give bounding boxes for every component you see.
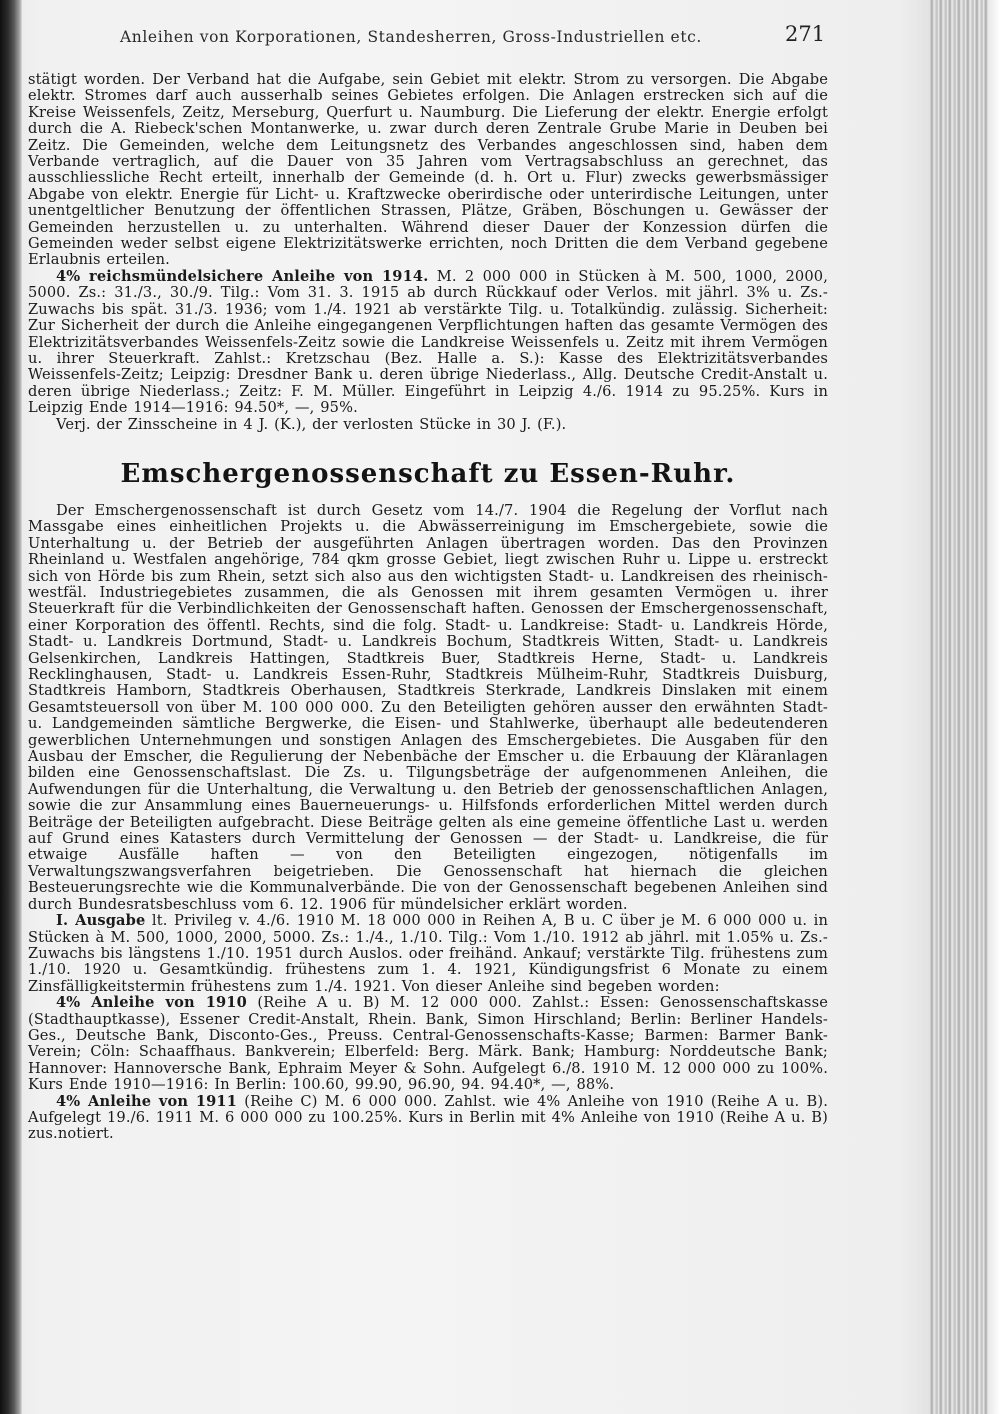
paragraph-anleihe-1914: [28, 269, 828, 417]
section-title: Emschergenossenschaft zu Essen-Ruhr.: [120, 458, 736, 489]
running-title: Anleihen von Korporationen, Standesherren, Gross-Industriellen etc.: [120, 28, 702, 46]
paragraph-anleihe-1910: [28, 995, 828, 1093]
page-number: 271: [785, 22, 826, 46]
anleihe-1910-heading: 4% Anleihe von 1910: [56, 994, 247, 1012]
anleihe-1911-heading: 4% Anleihe von 1911: [56, 1092, 238, 1110]
ausgabe-1-text: lt. Privileg v. 4./6. 1910 M. 18 000 000 in Reihen A, B u. C über je M. 6 000 000 u. in Stücken à M. 500, 1000, 2000, 5000. Zs.: 1./4., 1./10. Tilg.: Vom 1./10. 1912 ab jährl. mit 1.05% u. Zs.-Zuwachs bis längstens 1./10. 1951 durch Auslos. oder freihänd. Ankauf; verstärkte Tilg. frühestens zum 1./10. 1920 u. Gesamtkündig. frühestens zum 1. 4. 1921, Kündigungsfrist 6 Monate zu einem Zinsfälligkeitstermin frühestens zum 1./4. 1921. Von dieser Anleihe sind begeben worden:: [28, 912, 828, 995]
paragraph-ausgabe-1: [28, 913, 828, 995]
paragraph-verjaehrung: Verj. der Zinsscheine in 4 J. (K.), der verlosten Stücke in 30 J. (F.).: [56, 415, 567, 433]
paragraph-anleihe-1911: [28, 1094, 828, 1143]
page-content: [28, 18, 828, 1143]
page-stack-edge: [930, 0, 1000, 1414]
paragraph-verband: stätigt worden. Der Verband hat die Aufgabe, sein Gebiet mit elektr. Strom zu versorgen. Die Abgabe elektr. Stromes darf auch ausserhalb seines Gebietes erfolgen. Die Anlagen erstrecken sich auf die Kreise Weissenfels, Zeitz, Merseburg, Querfurt u. Naumburg. Die Lieferung der elektr. Energie erfolgt durch die A. Riebeck'schen Montanwerke, u. zwar durch deren Zentrale Grube Marie in Deuben bei Zeitz. Die Gemeinden, welche dem Leitungsnetz des Verbandes angeschlossen sind, haben dem Verbande vertraglich, auf die Dauer von 35 Jahren vom Vertragsabschluss an gerechnet, das ausschliessliche Recht erteilt, innerhalb der Gemeinde (d. h. Ort u. Flur) zwecks gewerbsmässiger Abgabe von elektr. Energie für Licht- u. Kraftzwecke oberirdische oder unterirdische Leitungen, unter unentgeltlicher Benutzung der öffentlichen Strassen, Plätze, Gräben, Böschungen u. Gewässer der Gemeinden herzustellen u. zu unterhalten. Während dieser Dauer der Konzession dürfen die Gemeinden weder selbst eigene Elektrizitätswerke errichten, noch Dritten die dem Verband gegebene Erlaubnis erteilen.: [28, 71, 828, 269]
anleihe-1914-text: M. 2 000 000 in Stücken à M. 500, 1000, 2000, 5000. Zs.: 31./3., 30./9. Tilg.: Vom 31. 3. 1915 ab durch Rückkauf oder Verlos. mit jährl. 3% u. Zs.-Zuwachs bis spät. 31./3. 1936; vom 1./4. 1921 ab verstärkte Tilg. u. Totalkündig. zulässig. Sicherheit: Zur Sicherheit der durch die Anleihe eingegangenen Verpflichtungen haften das gesamte Vermögen des Elektrizitätsverbandes Weissenfels-Zeitz sowie die Landkreise Weissenfels u. Zeitz mit ihrem Vermögen u. ihrer Steuerkraft. Zahlst.: Kretzschau (Bez. Halle a. S.): Kasse des Elektrizitätsverbandes Weissenfels-Zeitz; Leipzig: Dresdner Bank u. deren übrige Niederlass., Allg. Deutsche Credit-Anstalt u. deren übrige Niederlass.; Zeitz: F. M. Müller. Eingeführt in Leipzig 4./6. 1914 zu 95.25%. Kurs in Leipzig Ende 1914—1916: 94.50*, —, 95%.: [28, 267, 828, 417]
anleihe-1914-heading: 4% reichsmündelsichere Anleihe von 1914.: [56, 267, 429, 285]
ausgabe-1-heading: I. Ausgabe: [56, 912, 146, 930]
anleihe-1910-text: (Reihe A u. B) M. 12 000 000. Zahlst.: Essen: Genossenschaftskasse (Stadthauptkasse), Essener Credit-Anstalt, Rhein. Bank, Simon Hirschland; Berlin: Berliner Handels-Ges., Deutsche Bank, Disconto-Ges., Preuss. Central-Genossenschafts-Kasse; Barmen: Barmer Bank-Verein; Cöln: Schaaffhaus. Bankverein; Elberfeld: Berg. Märk. Bank; Hamburg: Norddeutsche Bank; Hannover: Hannoversche Bank, Ephraim Meyer & Sohn. Aufgelegt 6./8. 1910 M. 12 000 000 zu 100%. Kurs Ende 1910—1916: In Berlin: 100.60, 99.90, 96.90, 94. 94.40*, —, 88%.: [28, 994, 828, 1094]
paragraph-emschergenossenschaft: Der Emschergenossenschaft ist durch Gesetz vom 14./7. 1904 die Regelung der Vorflut nach Massgabe eines einheitlichen Projekts u. die Abwässerreinigung im Emschergebiete, sowie die Unterhaltung u. der Betrieb der ausgeführten Anlagen übertragen worden. Das den Provinzen Rheinland u. Westfalen angehörige, 784 qkm grosse Gebiet, liegt zwischen Ruhr u. Lippe u. erstreckt sich von Hörde bis zum Rhein, setzt sich also aus den wichtigsten Stadt- u. Landkreisen des rheinisch-westfäl. Industriegebietes zusammen, die als Genossen mit ihrem gesamten Vermögen u. ihrer Steuerkraft für die Verbindlichkeiten der Genossenschaft haften. Genossen der Emschergenossenschaft, einer Korporation des öffentl. Rechts, sind die folg. Stadt- u. Landkreise: Stadt- u. Landkreis Hörde, Stadt- u. Landkreis Dortmund, Stadt- u. Landkreis Bochum, Stadtkreis Witten, Stadt- u. Landkreis Gelsenkirchen, Landkreis Hattingen, Stadtkreis Buer, Stadtkreis Herne, Stadt- u. Landkreis Recklinghausen, Stadt- u. Landkreis Essen-Ruhr, Stadtkreis Mülheim-Ruhr, Stadtkreis Duisburg, Stadtkreis Hamborn, Stadtkreis Oberhausen, Stadtkreis Sterkrade, Landkreis Dinslaken mit einem Gesamtsteuersoll von über M. 100 000 000. Zu den Beteiligten gehören ausser den erwähnten Stadt- u. Landgemeinden sämtliche Bergwerke, die Eisen- und Stahlwerke, überhaupt alle bedeutenderen gewerblichen Unternehmungen und sonstigen Anlagen des Emschergebietes. Die Ausgaben für den Ausbau der Emscher, die Regulierung der Nebenbäche der Emscher u. die Erbauung der Kläranlagen bilden eine Genossenschaftslast. Die Zs. u. Tilgungsbeträge der aufgenommenen Anleihen, die Aufwendungen für die Unterhaltung, die Verwaltung u. den Betrieb der genossenschaftlichen Anlagen, sowie die zur Ansammlung eines Bauerneuerungs- u. Hilfsfonds erforderlichen Mittel werden durch Beiträge der Beteiligten aufgebracht. Diese Beiträge gelten als eine gemeine öffentliche Last u. werden auf Grund eines Katasters durch Vermittelung der Genossen — der Stadt- u. Landkreise, die für etwaige Ausfälle haften — von den Beteiligten eingezogen, nötigenfalls im Verwaltungszwangsverfahren beigetrieben. Die Genossenschaft hat hiernach die gleichen Besteuerungsrechte wie die Kommunalverbände. Die von der Genossenschaft begebenen Anleihen sind durch Bundesratsbeschluss vom 6. 12. 1906 für mündelsicher erklärt worden.: [28, 501, 828, 913]
anleihe-1911-text: (Reihe C) M. 6 000 000. Zahlst. wie 4% Anleihe von 1910 (Reihe A u. B). Aufgelegt 19./6. 1911 M. 6 000 000 zu 100.25%. Kurs in Berlin mit 4% Anleihe von 1910 (Reihe A u. B) zus.notiert.: [28, 1092, 828, 1143]
running-header: [28, 18, 828, 52]
book-binding-shadow: [0, 0, 22, 1414]
